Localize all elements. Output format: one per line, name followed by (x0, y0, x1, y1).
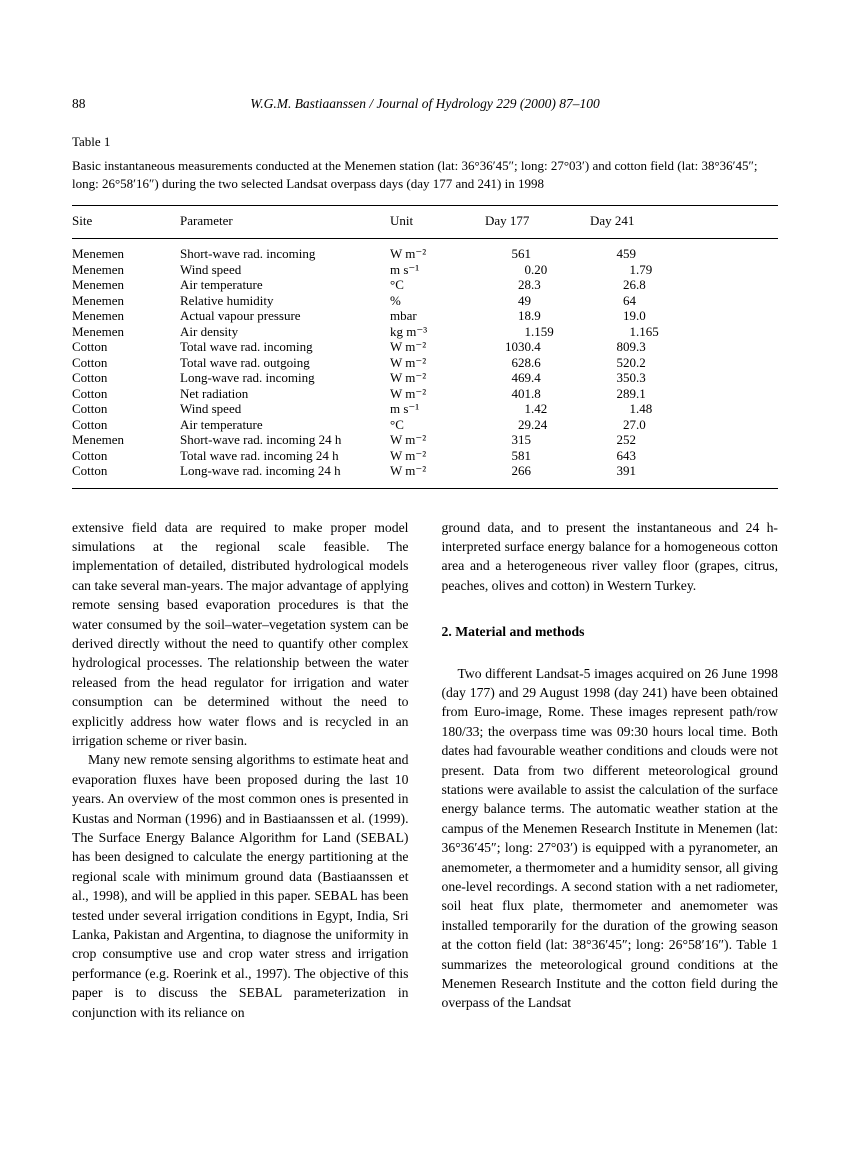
parameter-cell: Wind speed (180, 401, 242, 416)
value-integer: 1 (629, 261, 636, 277)
paragraph: extensive field data are required to make proper model simulations at the regional scale feasible. The implementation of detailed, distributed hydrological models can take several man-years. The major advantage of applying remote sensing based evaporation procedures is that the water consumed by the soil–water–vegetation system can be derived directly without the need to quantify other complex hydrological processes. The relationship between the water released from the head regulator for irrigation and water consumption can be determined without the need to explicitly address how water flows and is recycled in an irrigation scheme or river basin. (72, 519, 409, 748)
site-cell: Menemen (72, 308, 124, 323)
value-fraction: .24 (531, 416, 548, 432)
value-integer: 18 (518, 308, 531, 323)
header-row (72, 206, 778, 239)
value-fraction: .6 (531, 354, 541, 370)
site-cell: Menemen (72, 323, 124, 339)
value-cell (590, 355, 778, 371)
value-cell (485, 417, 590, 433)
table-row (72, 448, 778, 464)
site-cell: Cotton (72, 339, 108, 354)
value-integer: 459 (616, 246, 636, 261)
value-cell (590, 401, 778, 417)
table-row (72, 417, 778, 433)
unit-cell: W m⁻² (390, 432, 427, 447)
unit-cell: mbar (390, 308, 417, 323)
parameter-cell: Relative humidity (180, 292, 274, 308)
value-cell (485, 463, 590, 488)
parameter-cell: Net radiation (180, 385, 249, 401)
parameter-cell: Long-wave rad. incoming 24 h (180, 463, 341, 478)
unit-cell: m s⁻¹ (390, 401, 420, 416)
parameter-cell: Air temperature (180, 416, 263, 432)
value-fraction: .48 (636, 401, 653, 416)
paragraph: Many new remote sensing algorithms to estimate heat and evaporation fluxes have been proposed during the last 10 years. An overview of the most common ones is presented in Kustas and Norman (1996) and in Bastiaanssen et al. (1999). The Surface Energy Balance Algorithm for Land (SEBAL) has been designed to calculate the energy partitioning at the regional scale with minimum ground data (Bastiaanssen et al., 1998), and will be applied in this paper. SEBAL has been tested under several irrigation conditions in Egypt, India, Sri Lanka, Pakistan and Argentina, to diagnose the uniformity in crop consumptive use and crop water stress and irrigation performance (e.g. Roerink et al., 1997). The objective of this paper is to discuss the SEBAL parameterization in conjunction with its reliance on (72, 752, 409, 1020)
site-cell: Menemen (72, 432, 124, 447)
value-cell (590, 277, 778, 293)
column-header: Unit (390, 206, 485, 239)
value-fraction: .20 (531, 261, 548, 277)
parameter-cell: Short-wave rad. incoming (180, 246, 316, 261)
unit-cell: W m⁻² (390, 339, 427, 354)
value-cell (485, 339, 590, 355)
value-cell (590, 308, 778, 324)
value-integer: 27 (623, 416, 636, 432)
value-cell (485, 355, 590, 371)
value-cell (590, 417, 778, 433)
running-title: W.G.M. Bastiaanssen / Journal of Hydrology 229 (2000) 87–100 (250, 96, 600, 111)
value-integer: 391 (616, 463, 636, 478)
value-integer: 401 (511, 385, 531, 401)
parameter-cell: Wind speed (180, 261, 242, 277)
value-fraction: .0 (636, 416, 646, 432)
value-fraction: .4 (531, 370, 541, 385)
unit-cell: m s⁻¹ (390, 261, 420, 277)
table-row (72, 277, 778, 293)
value-integer: 64 (623, 292, 636, 308)
site-cell: Cotton (72, 370, 108, 385)
column-header: Site (72, 206, 180, 239)
value-cell (590, 324, 778, 340)
value-cell (485, 262, 590, 278)
value-integer: 26 (623, 277, 636, 292)
paragraph: Two different Landsat-5 images acquired on 26 June 1998 (day 177) and 29 August 1998 (day 241) have been obtained from Euro-image, Rome. These images represent path/row 180/33; the overpass time was 09:30 hours local time. Both dates had favourable weather conditions and clouds were not present. Data from two different meteorological ground stations were available to assist the calculation of the surface energy balance terms. The automatic weather station at the campus of the Menemen Research Institute in Menemen (lat: 36°36′45″; long: 27°03′) is equipped with a pyranometer, an anemometer, a thermometer and a humidity sensor, all giving one-level recordings. A second station with a net radiometer, soil heat flux plate, thermometer and anemometer was installed temporarily for the duration of the growing season at the cotton field (lat: 38°36′45″; long: 26°58′16″). Table 1 summarizes the meteorological ground conditions at the Menemen Research Institute and the cotton field during the overpass of the Landsat (441, 665, 778, 1011)
value-fraction: .9 (531, 308, 541, 323)
value-cell (485, 277, 590, 293)
page-number: 88 (72, 96, 86, 111)
unit-cell: W m⁻² (390, 354, 427, 370)
value-integer: 29 (518, 416, 531, 432)
value-integer: 1 (524, 401, 531, 416)
value-integer: 49 (518, 292, 531, 308)
site-cell: Cotton (72, 354, 108, 370)
value-fraction: .2 (636, 354, 646, 370)
parameter-cell: Total wave rad. outgoing (180, 354, 310, 370)
value-cell (485, 448, 590, 464)
value-cell (485, 432, 590, 448)
value-integer: 1030 (505, 339, 531, 354)
value-cell (485, 370, 590, 386)
column-header: Day 241 (590, 206, 778, 239)
table-row (72, 293, 778, 309)
column-header: Day 177 (485, 206, 590, 239)
value-integer: 252 (616, 432, 636, 447)
value-cell (590, 239, 778, 262)
value-integer: 581 (511, 447, 531, 463)
value-cell (485, 308, 590, 324)
value-integer: 266 (511, 463, 531, 478)
unit-cell: W m⁻² (390, 385, 427, 401)
value-integer: 643 (616, 447, 636, 463)
value-cell (590, 448, 778, 464)
body-text (72, 518, 778, 1023)
value-fraction: .3 (636, 339, 646, 354)
value-cell (590, 432, 778, 448)
value-integer: 19 (623, 308, 636, 323)
value-integer: 0 (524, 261, 531, 277)
value-cell (590, 262, 778, 278)
site-cell: Menemen (72, 292, 124, 308)
parameter-cell: Long-wave rad. incoming (180, 370, 315, 385)
value-integer: 520 (616, 354, 636, 370)
site-cell: Cotton (72, 416, 108, 432)
value-fraction: .3 (636, 370, 646, 385)
unit-cell: °C (390, 416, 404, 432)
table-label: Table 1 (72, 134, 111, 149)
site-cell: Cotton (72, 385, 108, 401)
table-row (72, 339, 778, 355)
unit-cell: W m⁻² (390, 447, 427, 463)
value-integer: 315 (511, 432, 531, 447)
column-header: Parameter (180, 206, 390, 239)
parameter-cell: Actual vapour pressure (180, 308, 301, 323)
table-row (72, 370, 778, 386)
value-cell (590, 339, 778, 355)
value-integer: 561 (511, 246, 531, 261)
value-fraction: .79 (636, 261, 653, 277)
site-cell: Cotton (72, 401, 108, 416)
parameter-cell: Total wave rad. incoming 24 h (180, 447, 339, 463)
unit-cell: W m⁻² (390, 463, 427, 478)
unit-cell: °C (390, 277, 404, 292)
table-row (72, 308, 778, 324)
value-cell (485, 239, 590, 262)
value-fraction: .4 (531, 339, 541, 354)
unit-cell: W m⁻² (390, 246, 427, 261)
table-row (72, 463, 778, 488)
value-fraction: .159 (531, 323, 554, 339)
value-integer: 809 (616, 339, 636, 354)
value-integer: 350 (616, 370, 636, 385)
value-cell (590, 463, 778, 488)
parameter-cell: Short-wave rad. incoming 24 h (180, 432, 342, 447)
value-integer: 289 (616, 385, 636, 401)
left-column (72, 518, 409, 1023)
site-cell: Menemen (72, 246, 124, 261)
value-integer: 1 (629, 323, 636, 339)
value-fraction: .3 (531, 277, 541, 292)
table-row (72, 432, 778, 448)
value-cell (485, 386, 590, 402)
value-cell (485, 401, 590, 417)
table-row (72, 239, 778, 262)
table-header (72, 206, 778, 239)
paragraph: ground data, and to present the instantaneous and 24 h-interpreted surface energy balance for a homogeneous cotton area and a heterogeneous river valley floor (grapes, citrus, peaches, olives and cotton) in Western Turkey. (441, 519, 778, 593)
site-cell: Cotton (72, 447, 108, 463)
table-caption: Basic instantaneous measurements conducted at the Menemen station (lat: 36°36′45″; long: 27°03′) and cotton field (lat: 38°36′45″; long: 26°58′16″) during the two selected Landsat overpass days (day 177 and 241) in 1998 (72, 158, 758, 191)
value-integer: 628 (511, 354, 531, 370)
page-header (72, 96, 778, 112)
value-cell (485, 293, 590, 309)
unit-cell: kg m⁻³ (390, 323, 428, 339)
value-cell (590, 370, 778, 386)
value-cell (590, 293, 778, 309)
value-fraction: .165 (636, 323, 659, 339)
table-row (72, 355, 778, 371)
value-fraction: .0 (636, 308, 646, 323)
value-integer: 469 (511, 370, 531, 385)
unit-cell: W m⁻² (390, 370, 427, 385)
parameter-cell: Air temperature (180, 277, 263, 292)
table-1-block (72, 134, 778, 489)
table-body (72, 239, 778, 489)
right-column (442, 518, 779, 1023)
value-cell (590, 386, 778, 402)
unit-cell: % (390, 292, 401, 308)
value-integer: 28 (518, 277, 531, 292)
value-cell (485, 324, 590, 340)
value-fraction: .8 (531, 385, 541, 401)
measurements-table (72, 205, 778, 489)
table-row (72, 262, 778, 278)
value-fraction: .1 (636, 385, 646, 401)
site-cell: Cotton (72, 463, 108, 478)
value-integer: 1 (524, 323, 531, 339)
site-cell: Menemen (72, 261, 124, 277)
value-integer: 1 (629, 401, 636, 416)
parameter-cell: Total wave rad. incoming (180, 339, 313, 354)
value-fraction: .42 (531, 401, 548, 416)
parameter-cell: Air density (180, 323, 239, 339)
value-fraction: .8 (636, 277, 646, 292)
table-row (72, 401, 778, 417)
site-cell: Menemen (72, 277, 124, 292)
section-heading: 2. Material and methods (441, 624, 585, 640)
table-row (72, 324, 778, 340)
table-row (72, 386, 778, 402)
